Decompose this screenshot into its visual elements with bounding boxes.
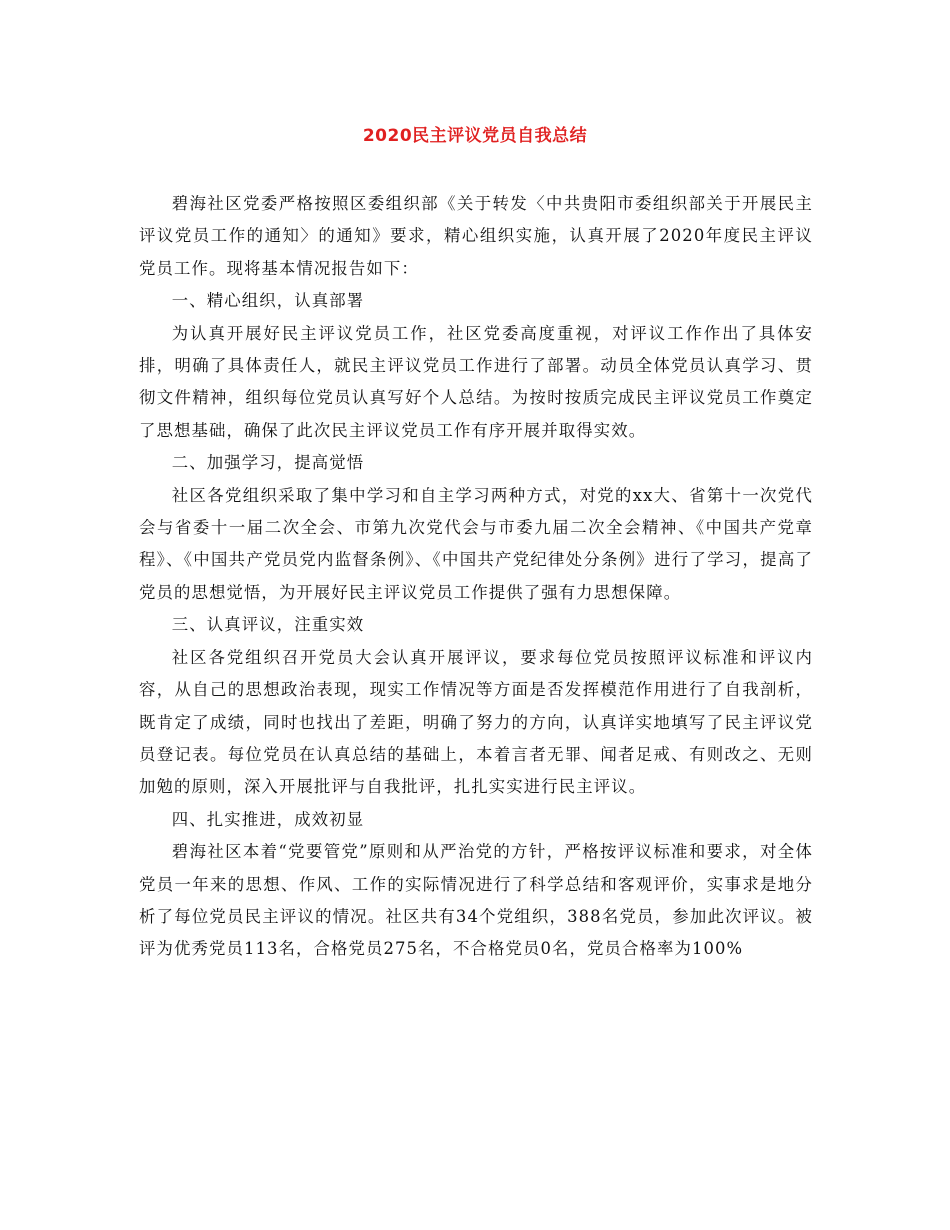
section-heading-3: 三、认真评议，注重实效 xyxy=(171,615,365,635)
document-body xyxy=(139,188,813,966)
section-paragraph-1: 为认真开展好民主评议党员工作，社区党委高度重视，对评议工作作出了具体安排，明确了具体责任人，就民主评议党员工作进行了部署。动员全体党员认真学习、贯彻文件精神，组织每位党员认真写好个人总结。为按时按质完成民主评议党员工作奠定了思想基础，确保了此次民主评议党员工作有序开展并取得实效。 xyxy=(139,323,813,440)
section-heading-4: 四、扎实推进，成效初显 xyxy=(171,809,365,829)
section-heading-2: 二、加强学习，提高觉悟 xyxy=(171,453,365,473)
section-heading-1: 一、精心组织，认真部署 xyxy=(171,291,365,311)
section-paragraph-2: 社区各党组织采取了集中学习和自主学习两种方式，对党的xx大、省第十一次党代会与省委十一届二次全会、市第九次党代会与市委九届二次全会精神、《中国共产党章程》、《中国共产党员党内监督条例》、《中国共产党纪律处分条例》进行了学习，提高了党员的思想觉悟，为开展好民主评议党员工作提供了强有力思想保障。 xyxy=(139,485,813,602)
section-paragraph-4: 碧海社区本着“党要管党”原则和从严治党的方针，严格按评议标准和要求，对全体党员一年来的思想、作风、工作的实际情况进行了科学总结和客观评价，实事求是地分析了每位党员民主评议的情况。社区共有34个党组织，388名党员，参加此次评议。被评为优秀党员113名，合格党员275名，不合格党员0名，党员合格率为100% xyxy=(139,842,813,959)
intro-paragraph: 碧海社区党委严格按照区委组织部《关于转发〈中共贵阳市委组织部关于开展民主评议党员工作的通知〉的通知》要求，精心组织实施，认真开展了2020年度民主评议党员工作。现将基本情况报告如下： xyxy=(139,194,813,278)
document-title: 2020民主评议党员自我总结 xyxy=(362,126,588,146)
section-paragraph-3: 社区各党组织召开党员大会认真开展评议，要求每位党员按照评议标准和评议内容，从自己的思想政治表现，现实工作情况等方面是否发挥模范作用进行了自我剖析，既肯定了成绩，同时也找出了差距，明确了努力的方向，认真详实地填写了民主评议党员登记表。每位党员在认真总结的基础上，本着言者无罪、闻者足戒、有则改之、无则加勉的原则，深入开展批评与自我批评，扎扎实实进行民主评议。 xyxy=(139,647,813,797)
